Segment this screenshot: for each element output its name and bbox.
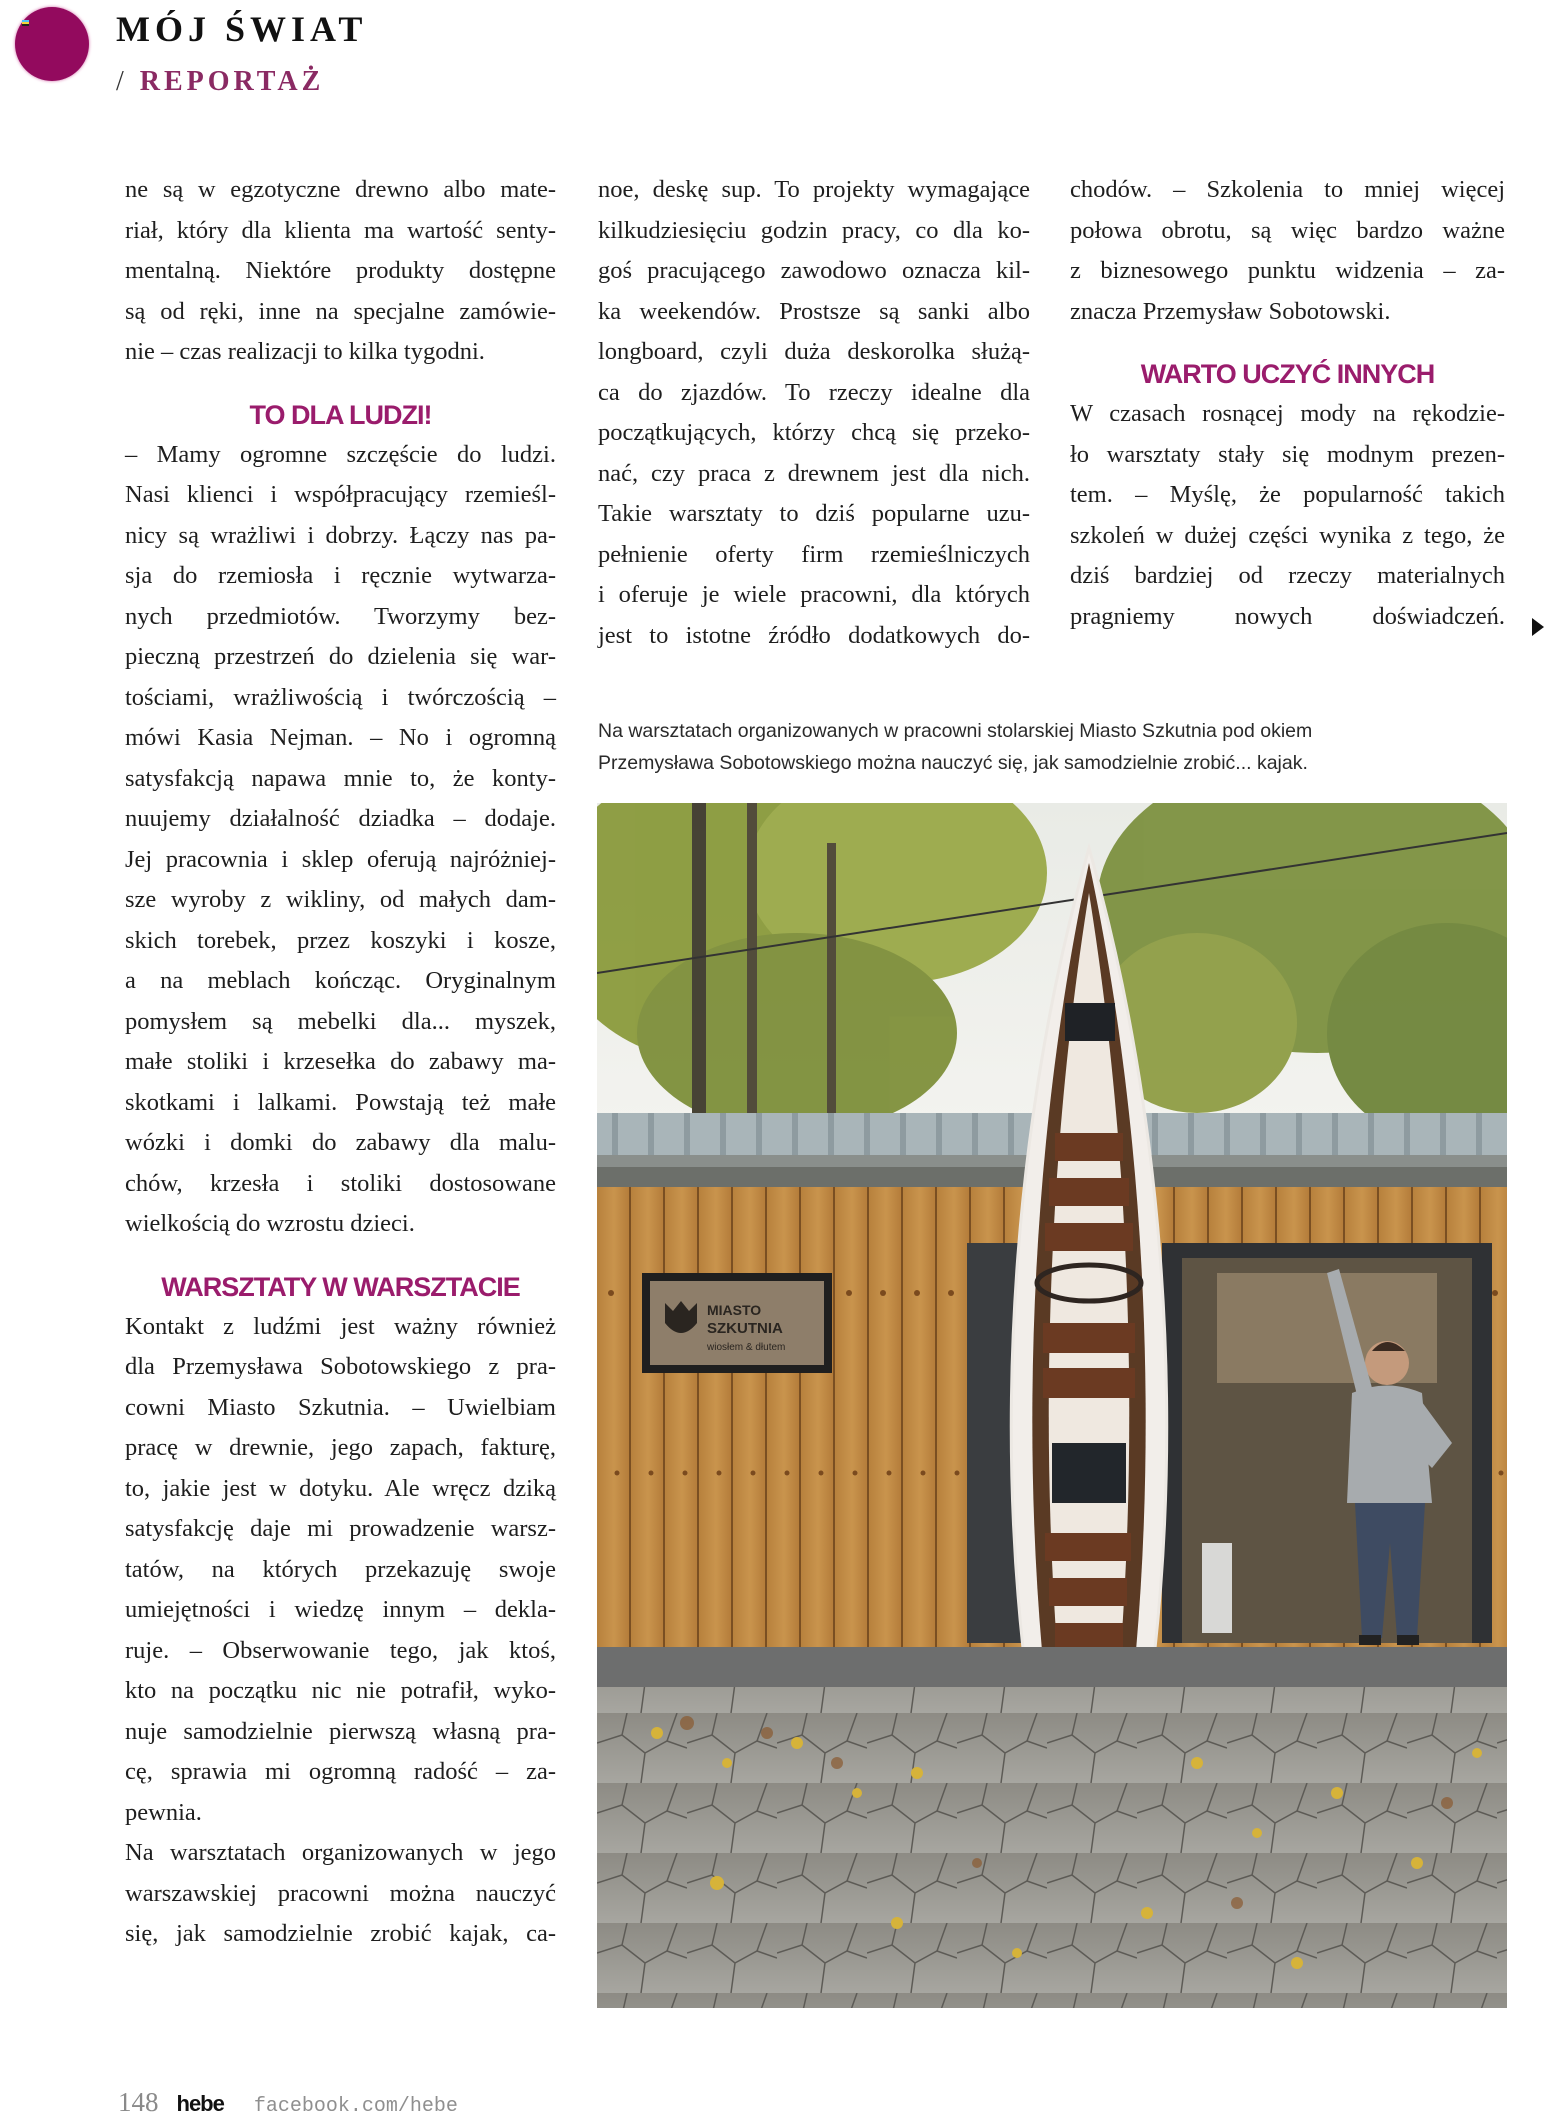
caption-line: Na warsztatach organizowanych w pracowni stolarskiej Miasto Szkutnia pod okiem <box>598 720 1313 742</box>
text-line: jest to istotne źródło dodatkowych do- <box>598 621 1030 649</box>
text-line: nuujemy działalność dziadka – dodaje. <box>125 805 556 832</box>
kayak-workshop-photo <box>597 803 1507 2008</box>
text-line: longboard, czyli duża deskorolka służą- <box>598 338 1030 365</box>
text-line: znacza Przemysław Sobotowski. <box>1070 297 1391 325</box>
article-column-1 <box>125 170 556 1955</box>
article-column-2 <box>598 170 1030 656</box>
text-line: to, jakie jest w dotyku. Ale wręcz dziką <box>125 1474 556 1502</box>
text-line: ka weekendów. Prostsze są sanki albo <box>598 297 1030 325</box>
text-line: małe stoliki i krzesełka do zabawy ma- <box>125 1048 556 1075</box>
text-line: chodów. – Szkolenia to mniej więcej <box>1070 176 1505 203</box>
paragraph <box>598 170 1030 656</box>
text-line: tatów, na których przekazuję swoje <box>125 1555 556 1583</box>
text-line: sze wyroby z wikliny, od małych dam- <box>125 886 556 913</box>
subheading-warto-uczyc-innych: WARTO UCZYĆ INNYCH <box>1140 359 1435 389</box>
text-line: pewnia. <box>125 1798 202 1826</box>
text-line: i oferuje je wiele pracowni, dla których <box>598 581 1030 608</box>
subheading-warsztaty-w-warsztacie: WARSZTATY W WARSZTACIE <box>161 1271 520 1302</box>
text-line: Jej pracownia i sklep oferują najróżniej- <box>125 845 556 873</box>
text-line: pracę w drewnie, jego zapach, fakturę, <box>125 1434 556 1461</box>
spacer <box>1070 332 1505 354</box>
paragraph-section-1 <box>125 435 556 1245</box>
text-line: szkoleń w dużej części wynika z tego, że <box>1070 521 1505 549</box>
text-line: Nasi klienci i współpracujący rzemieśl- <box>125 481 556 508</box>
text-line: ruje. – Obserwowanie tego, jak ktoś, <box>125 1636 556 1664</box>
section-name: REPORTAŻ <box>139 66 325 97</box>
svg-text:wiosłem & dłutem: wiosłem & dłutem <box>707 1342 786 1353</box>
text-line: pełnienie oferty firm rzemieślniczych <box>598 540 1030 568</box>
page-footer <box>118 2087 458 2119</box>
text-line: się, jak samodzielnie zrobić kajak, ca- <box>125 1920 556 1947</box>
section-slash: / <box>116 66 128 97</box>
text-line: z biznesowego punktu widzenia – za- <box>1070 257 1505 284</box>
text-line: ne są w egzotyczne drewno albo mate- <box>125 176 556 203</box>
text-line: skotkami i lalkami. Powstają też małe <box>125 1088 556 1116</box>
text-line: nych przedmiotów. Tworzymy bez- <box>125 602 556 630</box>
text-line: wielkością do wzrostu dzieci. <box>125 1210 415 1237</box>
subheading-to-dla-ludzi: TO DLA LUDZI! <box>249 399 432 430</box>
text-line: satysfakcję daje mi prowadzenie warsz- <box>125 1515 556 1542</box>
photo-caption <box>598 715 1498 779</box>
text-line: a na meblach kończąc. Oryginalnym <box>125 967 556 994</box>
text-line: nuje samodzielnie pierwszą własną pra- <box>125 1717 556 1745</box>
svg-text:SZKUTNIA: SZKUTNIA <box>707 1320 783 1337</box>
spacer <box>125 373 556 395</box>
brand-logo: hebe <box>176 2091 224 2116</box>
text-line: goś pracującego zawodowo oznacza kil- <box>598 257 1030 284</box>
text-line: skich torebek, przez koszyki i kosze, <box>125 926 556 954</box>
text-line: tościami, wrażliwością i twórczością – <box>125 683 556 711</box>
text-line: Kontakt z ludźmi jest ważny również <box>125 1312 556 1340</box>
text-line: początkujących, którzy chcą się przeko- <box>598 419 1030 446</box>
text-line: chów, krzesła i stoliki dostosowane <box>125 1169 556 1197</box>
text-line: cę, sprawia mi ogromną radość – za- <box>125 1758 556 1785</box>
text-line: Takie warsztaty to dziś popularne uzu- <box>598 500 1030 527</box>
text-line: nicy są wrażliwi i dobrzy. Łączy nas pa- <box>125 521 556 549</box>
text-line: sja do rzemiosła i ręcznie wytwarza- <box>125 562 556 589</box>
paragraph-section <box>1070 394 1505 637</box>
text-line: riał, który dla klienta ma wartość senty- <box>125 216 556 244</box>
paragraph-intro <box>125 170 556 373</box>
text-line: umiejętności i wiedzę innym – dekla- <box>125 1596 556 1623</box>
text-line: – Mamy ogromne szczęście do ludzi. <box>125 440 556 468</box>
text-line: mówi Kasia Nejman. – No i ogromną <box>125 724 556 751</box>
paragraph-section-3 <box>125 1833 556 1955</box>
text-line: nie – czas realizacji to kilka tygodni. <box>125 338 485 365</box>
continue-arrow-icon <box>1532 618 1544 636</box>
social-url: facebook.com/hebe <box>253 2095 458 2118</box>
text-line: kto na początku nic nie potrafił, wyko- <box>125 1677 556 1704</box>
text-line: dla Przemysława Sobotowskiego z pra- <box>125 1353 556 1380</box>
paragraph-section-2 <box>125 1307 556 1834</box>
text-line: ca do zjazdów. To rzeczy idealne dla <box>598 378 1030 406</box>
text-line: ło warsztaty stały się modnym prezen- <box>1070 440 1505 468</box>
text-line: dziś bardziej od rzeczy materialnych <box>1070 562 1505 589</box>
text-line: cowni Miasto Szkutnia. – Uwielbiam <box>125 1393 556 1421</box>
section-marker-circle <box>15 7 89 81</box>
svg-text:MIASTO: MIASTO <box>707 1302 762 1318</box>
page-number: 148 <box>118 2087 159 2117</box>
text-line: nać, czy praca z drewnem jest dla nich. <box>598 459 1030 487</box>
text-line: tem. – Myślę, że popularność takich <box>1070 481 1505 508</box>
text-line: warszawskiej pracowni można nauczyć <box>125 1879 556 1907</box>
article-column-3 <box>1070 170 1505 637</box>
section-label <box>116 66 324 98</box>
caption-line: Przemysława Sobotowskiego można nauczyć się, jak samodzielnie zrobić... kajak. <box>598 752 1308 774</box>
text-line: W czasach rosnącej mody na rękodzie- <box>1070 400 1505 427</box>
text-line: satysfakcją napawa mnie to, że konty- <box>125 764 556 792</box>
text-line: wózki i domki do zabawy dla malu- <box>125 1129 556 1156</box>
spacer <box>125 1245 556 1267</box>
workshop-sign <box>642 1273 832 1373</box>
text-line: pieczną przestrzeń do dzielenia się war- <box>125 643 556 670</box>
text-line: Na warsztatach organizowanych w jego <box>125 1839 556 1866</box>
text-line: są od ręki, inne na specjalne zamówie- <box>125 297 556 325</box>
text-line: kilkudziesięciu godzin pracy, co dla ko- <box>598 216 1030 244</box>
text-line: pomysłem są mebelki dla... myszek, <box>125 1007 556 1035</box>
text-line: pragniemy nowych doświadczeń. <box>1070 602 1505 630</box>
text-line: połowa obrotu, są więc bardzo ważne <box>1070 216 1505 244</box>
magazine-section-title: MÓJ ŚWIAT <box>116 9 368 49</box>
article-photo <box>597 803 1507 2008</box>
print-registration-mark <box>22 20 29 26</box>
text-line: noe, deskę sup. To projekty wymagające <box>598 176 1030 203</box>
text-line: mentalną. Niektóre produkty dostępne <box>125 257 556 284</box>
paragraph-intro <box>1070 170 1505 332</box>
